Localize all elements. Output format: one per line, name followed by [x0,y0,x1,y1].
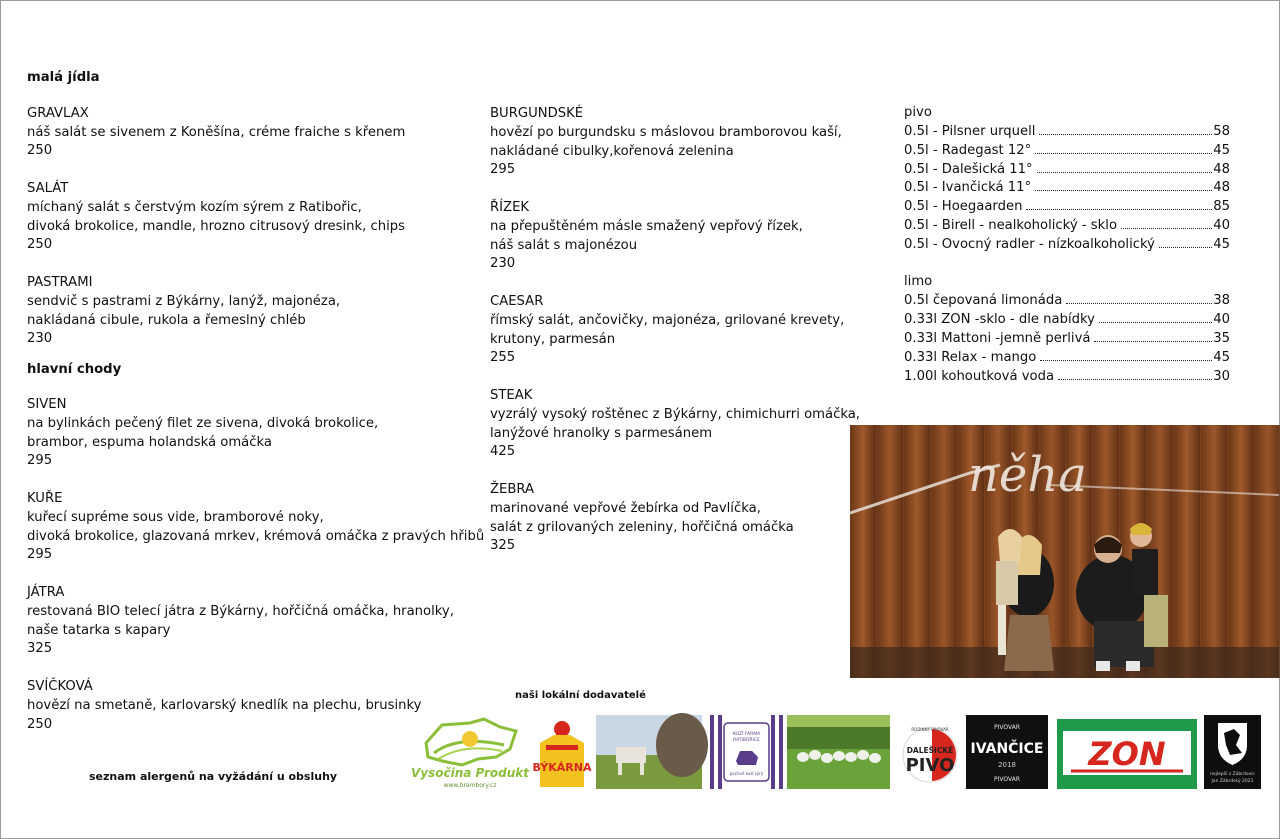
menu-column-left [27,69,484,753]
logo-bykarna [532,715,592,789]
dish-salat [27,180,484,255]
drink-price: 48 [1213,161,1230,177]
logo-kozi-farma [710,715,783,789]
dish-rizek [490,199,860,274]
last-line1: nejlepší z Zábrdovic [1209,772,1256,777]
dish-siven [27,396,484,471]
dish-description: marinované vepřové žebírka od Pavlíčka, [490,500,761,516]
dish-description: krutony, parmesán [490,331,616,347]
section-title-mains: hlavní chody [27,362,122,378]
drink-name: 0.5l čepovaná limonáda [904,293,1063,309]
dish-description: na bylinkách pečený filet ze sivena, divoká brokolice, [27,415,379,431]
dish-description: kuřecí supréme sous vide, bramborové noky, [27,509,324,525]
dish-price: 255 [490,350,516,366]
dot-leader [1099,321,1212,323]
dot-leader [1026,208,1212,210]
drink-name: 0.5l - Ovocný radler - nízkoalkoholický [904,236,1155,252]
dish-description: nakládané cibulky,kořenová zelenina [490,143,734,159]
dish-description: hovězí na smetaně, karlovarský knedlík na plechu, brusinky [27,697,422,713]
menu-column-middle [490,105,860,575]
drink-name: 0.5l - Dalešická 11° [904,161,1033,177]
dish-description: náš salát s majonézou [490,237,638,253]
drink-row [904,198,1230,217]
drink-price: 45 [1213,236,1230,252]
vysocina-url: www.brambory.cz [443,782,497,789]
dot-leader [1040,359,1212,361]
drink-price: 85 [1213,199,1230,215]
dish-kure [27,490,484,565]
section-title-lemonade: limo [904,274,933,290]
dot-leader [1159,246,1212,248]
supplier-photo-sheep [787,715,890,789]
logo-vysocina-produkt [411,715,529,789]
dish-description: naše tatarka s kapary [27,622,171,638]
dot-leader [1037,171,1213,173]
drink-name: 0.5l - Hoegaarden [904,199,1023,215]
dish-jatra [27,584,484,659]
logo-dalesicke-pivo [902,715,958,789]
drink-row [904,368,1230,387]
dish-name: ŘÍZEK [490,199,530,215]
dish-name: GRAVLAX [27,105,89,121]
ivancice-top: PIVOVAR [994,724,1020,731]
dalesice-top: RODINNÝ PIVOVAR [911,727,949,732]
section-title-starters: malá jídla [27,70,100,85]
drink-row [904,349,1230,368]
dish-description: náš salát se sivenem z Koněšína, créme fraiche s křenem [27,124,406,140]
suppliers-label: naši lokální dodavatelé [515,690,646,701]
dish-name: ŽEBRA [490,481,535,497]
dish-caesar [490,293,860,368]
bykarna-title: BÝKÁRNA [532,761,592,774]
dish-price: 325 [490,538,516,554]
drink-price: 45 [1213,349,1230,365]
section-title-beer: pivo [904,105,932,120]
ivancice-line2: 2018 [998,761,1016,769]
dish-price: 295 [490,162,516,178]
dish-name: BURGUNDSKÉ [490,106,584,121]
drink-row [904,123,1230,142]
dish-name: SIVEN [27,396,67,412]
dish-price: 250 [27,237,53,253]
dish-description: divoká brokolice, mandle, hrozno citrusový dresink, chips [27,218,406,234]
goats-line3: poctivé kozí sýry [729,771,764,776]
dish-steak [490,387,860,462]
goats-line1: KOZÍ FARMA [732,732,761,737]
dot-leader [1039,133,1212,135]
dish-name: JÁTRA [27,584,65,600]
dalesice-line1: DALEŠICKÉ [906,746,954,755]
dish-description: nakládaná cibule, rukola a řemeslný chléb [27,312,306,328]
dish-description: restovaná BIO telecí játra z Býkárny, hořčičná omáčka, hranolky, [27,603,454,619]
drink-price: 30 [1213,368,1230,384]
dish-price: 230 [490,256,516,272]
drinks-column [904,104,1230,386]
family-photo-illustration [850,425,1279,678]
vysocina-name: Vysočina Produkt [411,766,529,780]
dish-description: na přepuštěném másle smažený vepřový řízek, [490,218,803,234]
dot-leader [1094,340,1212,342]
ivancice-bottom: PIVOVAR [994,776,1020,783]
dish-description: míchaný salát s čerstvým kozím sýrem z Ratibořic, [27,199,362,215]
dish-svickova [27,678,484,734]
logo-zon [1057,715,1197,789]
dish-zebra [490,481,860,556]
drink-name: 0.5l - Ivančická 11° [904,180,1032,196]
dish-description: salát z grilovaných zeleniny, hořčičná omáčka [490,519,794,535]
ivancice-line1: IVANČICE [970,741,1044,757]
drink-name: 0.33l Mattoni -jemně perlivá [904,330,1091,346]
dish-description: divoká brokolice, glazovaná mrkev, krémová omáčka z pravých hřibů [27,528,485,544]
drink-price: 58 [1213,124,1230,139]
drink-row [904,311,1230,330]
drink-name: 0.5l - Radegast 12° [904,142,1032,158]
dish-price: 250 [27,143,53,159]
dish-description: vyzrálý vysoký roštěnec z Býkárny, chimichurri omáčka, [490,406,861,422]
dish-price: 295 [27,547,53,563]
dot-leader [1035,152,1212,154]
dish-price: 425 [490,444,516,460]
dish-name: CAESAR [490,293,544,309]
supplier-photo-cattle [596,715,702,789]
drink-price: 40 [1213,217,1230,233]
dish-price: 295 [27,453,53,469]
dish-name: SVÍČKOVÁ [27,678,93,694]
sign-text: něha [968,447,1087,503]
drink-row [904,217,1230,236]
drink-price: 38 [1213,293,1230,309]
logo-pivovar-ivancice [966,715,1048,789]
goats-line2: RATIBOŘICE [733,738,760,743]
allergen-note: seznam alergenů na vyžádání u obsluhy [89,770,338,783]
dot-leader [1121,227,1212,229]
dish-description: lanýžové hranolky s parmesánem [490,425,713,441]
dot-leader [1066,302,1212,304]
drink-price: 45 [1213,142,1230,158]
drink-row [904,236,1230,255]
dish-price: 325 [27,641,53,657]
drink-name: 0.33l Relax - mango [904,349,1037,365]
drink-name: 0.5l - Birell - nealkoholický - sklo [904,217,1118,233]
dish-description: hovězí po burgundsku s máslovou bramborovou kaší, [490,124,842,140]
dalesice-line2: PIVO [905,755,955,776]
dish-description: sendvič s pastrami z Býkárny, lanýž, majonéza, [27,293,341,309]
dot-leader [1035,189,1212,191]
dish-burgundske [490,105,860,180]
dot-leader [1058,378,1212,380]
dish-name: SALÁT [27,180,69,196]
drink-name: 0.5l - Pilsner urquell [904,124,1036,139]
drink-price: 48 [1213,180,1230,196]
dish-description: římský salát, ančovičky, majonéza, grilované krevety, [490,312,845,328]
drink-name: 1.00l kohoutková voda [904,368,1055,384]
drink-row [904,330,1230,349]
family-photo [850,425,1279,678]
drink-price: 40 [1213,312,1230,328]
zon-title: ZON [1088,735,1166,773]
dish-price: 230 [27,331,53,347]
dish-gravlax [27,105,484,161]
last-line2: Jan Zábrdský 2021 [1211,779,1254,784]
dish-name: PASTRAMI [27,274,93,290]
drink-row [904,142,1230,161]
dish-name: STEAK [490,387,533,403]
drink-row [904,179,1230,198]
dish-description: brambor, espuma holandská omáčka [27,434,272,450]
dish-pastrami [27,274,484,349]
drink-name: 0.33l ZON -sklo - dle nabídky [904,312,1095,328]
dish-name: KUŘE [27,490,63,506]
dish-price: 250 [27,716,53,732]
drink-row [904,292,1230,311]
drink-row [904,161,1230,180]
logo-heraldic-lion [1204,715,1261,789]
drink-price: 35 [1213,330,1230,346]
